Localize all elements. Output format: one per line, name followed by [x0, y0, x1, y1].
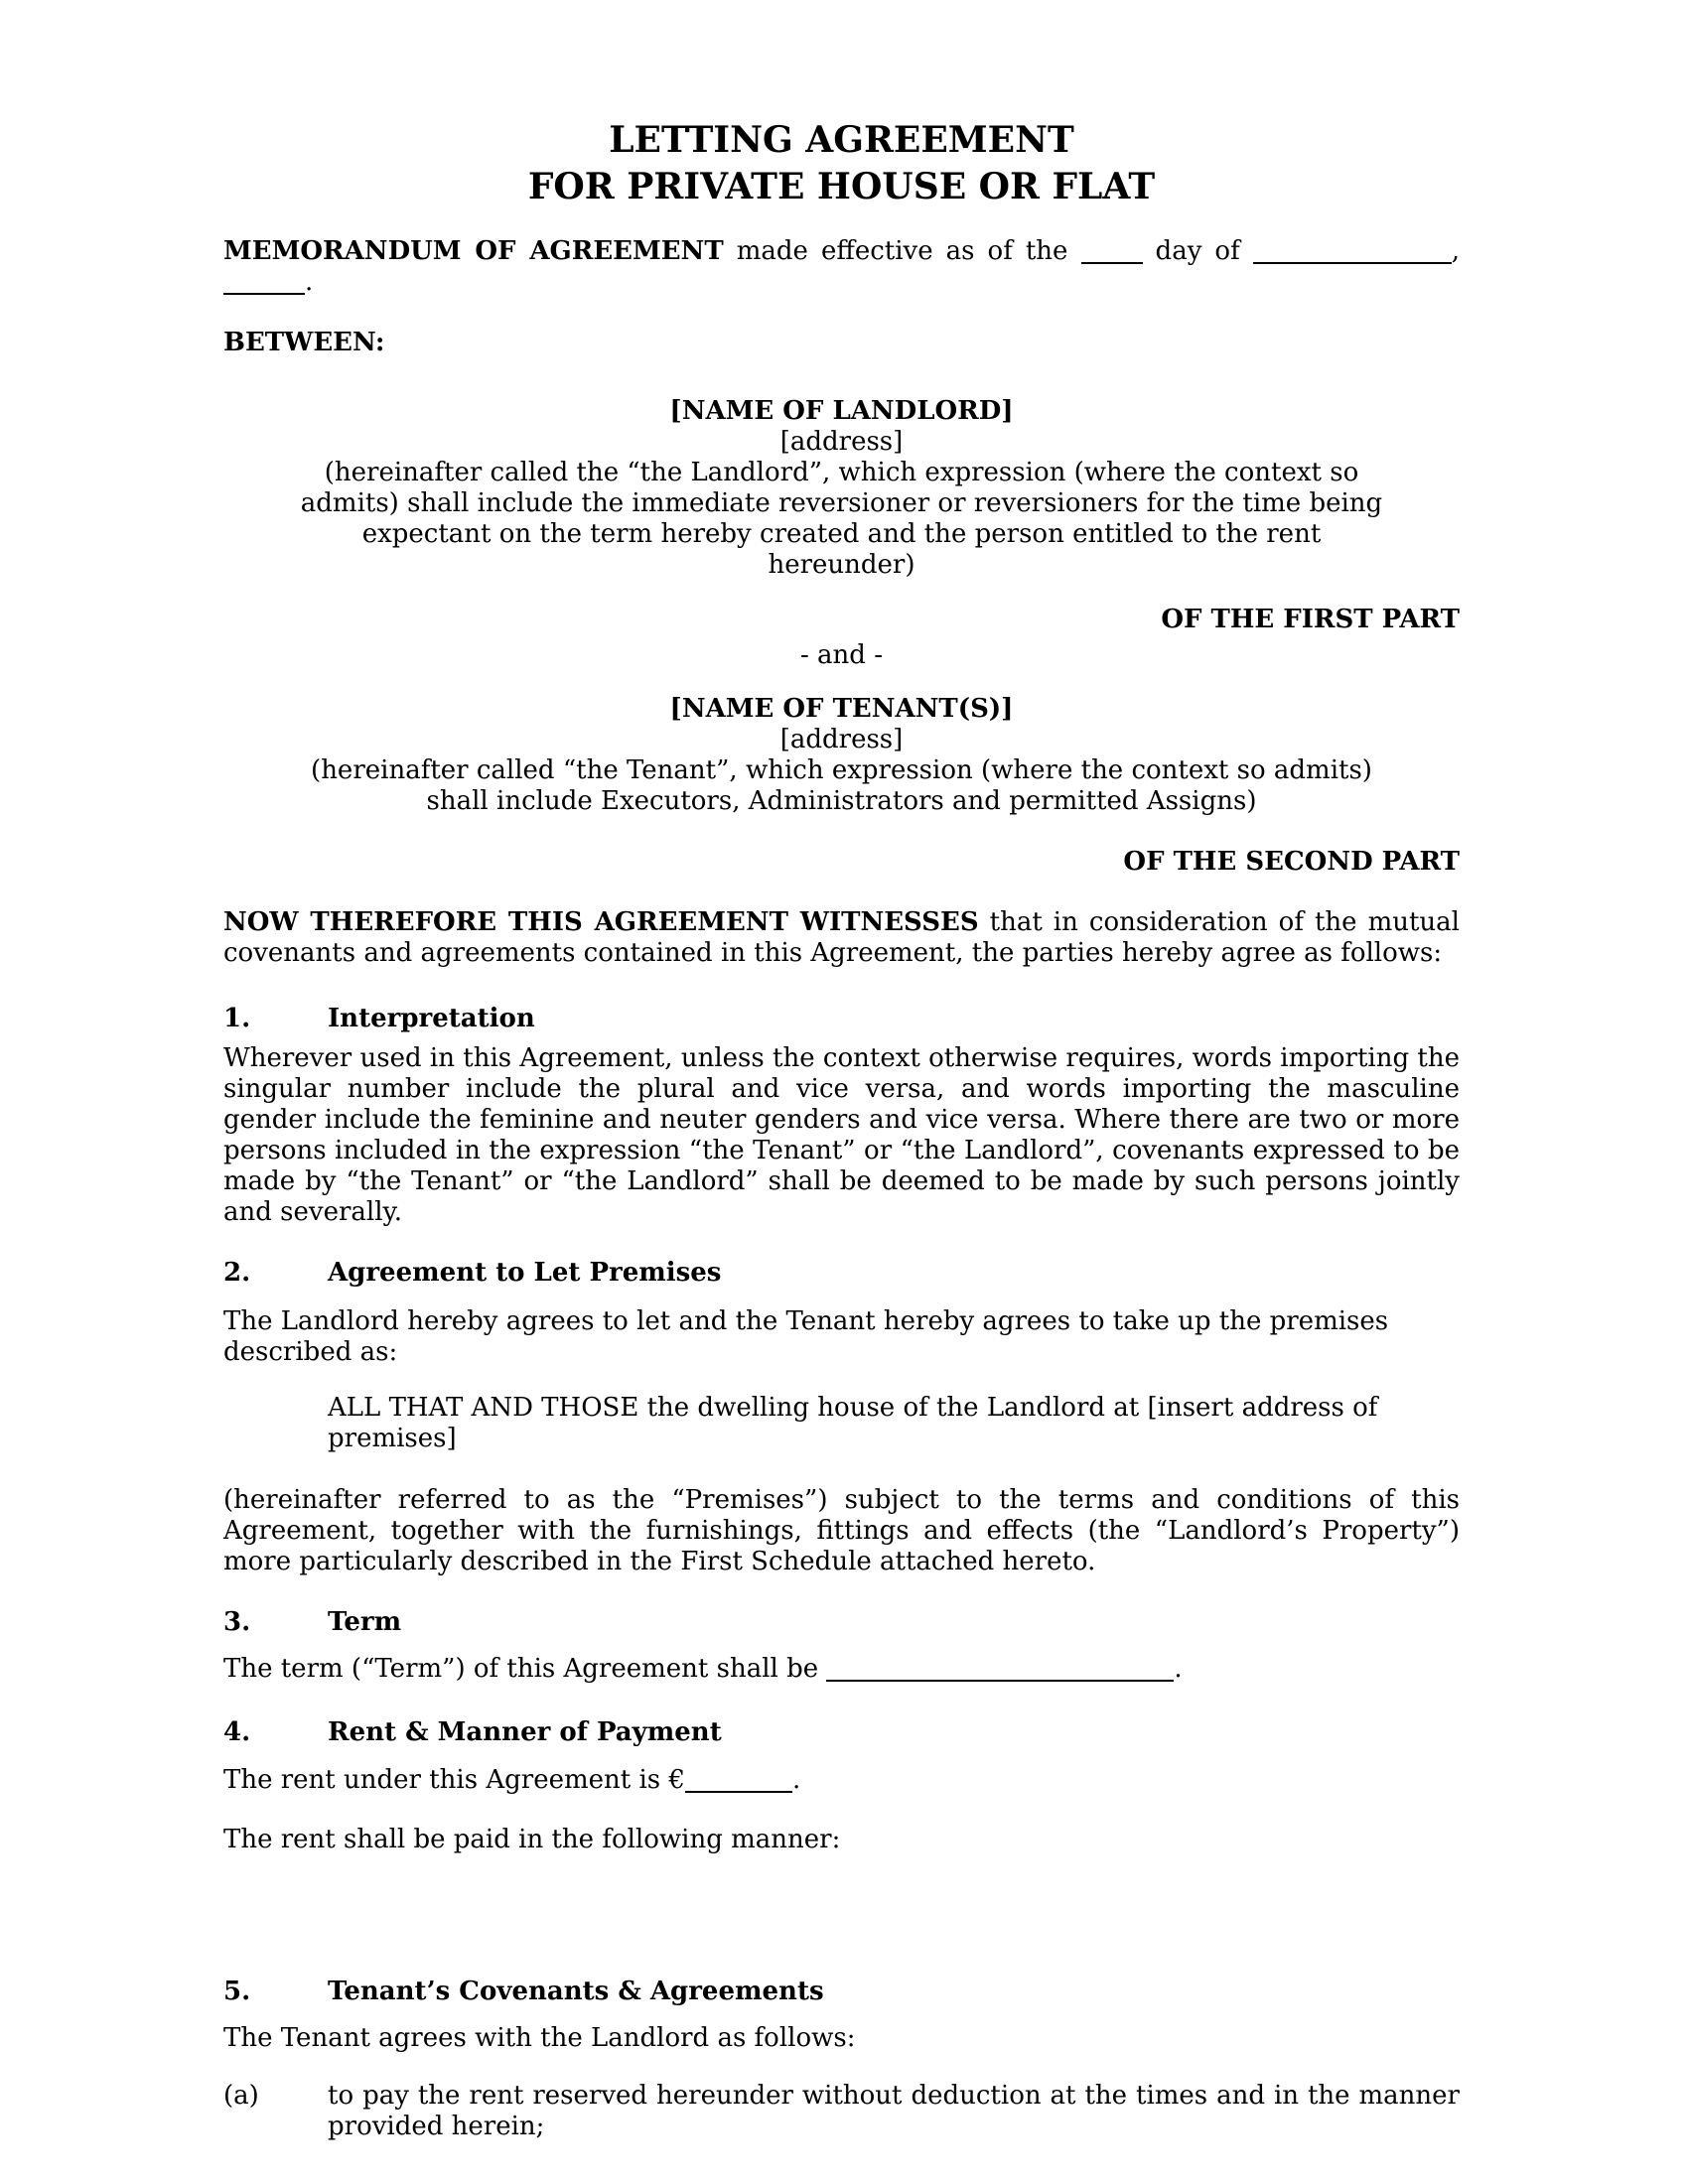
- section-2-heading: [223, 1258, 1460, 1289]
- tenant-name: [NAME OF TENANT(S)]: [669, 694, 1014, 724]
- section-1-body: Wherever used in this Agreement, unless the context otherwise requires, words importing the singular number include the plural and vice versa, and words importing the masculine gender include the feminine and neuter genders and vice versa. Where there are two or more persons included in the expression “the Tenant” or “the Landlord”, covenants expressed to be made by “the Tenant” or “the Landlord” shall be deemed to be made by such persons jointly and severally.: [223, 1043, 1460, 1227]
- section-5-heading: [223, 1977, 1460, 2007]
- clause-a-text: to pay the rent reserved hereunder without deduction at the times and in the manner provided herein;: [328, 2081, 1460, 2141]
- memorandum-comma: ,: [1451, 236, 1461, 266]
- section-3-title: Term: [328, 1607, 402, 1637]
- witness-clause-text: that in consideration of the mutual covenants and agreements contained in this Agreement, the parties hereby agree as follows:: [223, 907, 1460, 968]
- year-fill-in-blank: [223, 273, 305, 295]
- section-5-intro: The Tenant agrees with the Landlord as follows:: [223, 2023, 856, 2053]
- section-5-title: Tenant’s Covenants & Agreements: [328, 1977, 824, 2006]
- section-4-heading: [223, 1717, 1460, 1748]
- section-2-body: (hereinafter referred to as the “Premises”) subject to the terms and conditions of this Agreement, together with the furnishings, fittings and effects (the “Landlord’s Property”) more particularly described in the First Schedule attached hereto.: [223, 1485, 1460, 1576]
- landlord-description-line: hereunder): [768, 550, 915, 580]
- section-1-title: Interpretation: [328, 1004, 535, 1033]
- day-fill-in-blank: [1081, 242, 1143, 264]
- term-text: The term (“Term”) of this Agreement shall be: [223, 1654, 819, 1684]
- first-part-label: OF THE FIRST PART: [1161, 605, 1460, 634]
- section-4-number: 4.: [223, 1717, 251, 1747]
- section-4-rent-line: [223, 1765, 1460, 1796]
- section-4-manner-line: The rent shall be paid in the following manner:: [223, 1825, 841, 1854]
- section-3-body: [223, 1654, 1460, 1685]
- section-5-number: 5.: [223, 1977, 251, 2006]
- section-4-title: Rent & Manner of Payment: [328, 1717, 722, 1747]
- clause-a-marker: (a): [223, 2081, 259, 2111]
- section-2-title: Agreement to Let Premises: [328, 1258, 722, 1288]
- tenant-description-line: shall include Executors, Administrators and permitted Assigns): [426, 786, 1257, 816]
- landlord-name: [NAME OF LANDLORD]: [669, 396, 1014, 426]
- rent-period: .: [791, 1765, 801, 1795]
- witness-clause-lead: NOW THEREFORE THIS AGREEMENT WITNESSES: [223, 907, 979, 937]
- rent-text: The rent under this Agreement is €: [223, 1765, 685, 1795]
- witness-clause: [223, 907, 1460, 969]
- month-fill-in-blank: [1253, 242, 1452, 264]
- memorandum-lead: MEMORANDUM OF AGREEMENT: [223, 236, 724, 266]
- between-label: BETWEEN:: [223, 328, 385, 357]
- term-period: .: [1174, 1654, 1183, 1684]
- clause-a: [223, 2081, 1460, 2142]
- memorandum-day-of: day of: [1155, 236, 1240, 266]
- tenant-address: [address]: [779, 725, 904, 754]
- section-1-number: 1.: [223, 1004, 251, 1033]
- memorandum-text: made effective as of the: [736, 236, 1068, 266]
- tenant-description-line: (hereinafter called “the Tenant”, which expression (where the context so admits): [311, 755, 1372, 785]
- landlord-address: [address]: [779, 427, 904, 457]
- landlord-description-line: expectant on the term hereby created and the person entitled to the rent: [361, 519, 1322, 549]
- section-2-number: 2.: [223, 1258, 251, 1288]
- page-title-line1: LETTING AGREEMENT: [609, 119, 1074, 161]
- page-title: [223, 117, 1460, 210]
- memorandum-clause: [223, 236, 1460, 298]
- tenant-block: [223, 694, 1460, 817]
- second-part-label: OF THE SECOND PART: [1123, 847, 1460, 877]
- rent-fill-in-blank: [685, 1771, 792, 1793]
- memorandum-period: .: [305, 267, 314, 297]
- section-3-heading: [223, 1607, 1460, 1638]
- section-2-intro: The Landlord hereby agrees to let and the Tenant hereby agrees to take up the premises described as:: [223, 1306, 1389, 1367]
- page-title-line2: FOR PRIVATE HOUSE OR FLAT: [527, 166, 1156, 207]
- landlord-description-line: admits) shall include the immediate reversioner or reversioners for the time being: [300, 488, 1383, 518]
- landlord-description-line: (hereinafter called the “the Landlord”, which expression (where the context so: [324, 458, 1359, 487]
- and-separator: - and -: [800, 640, 883, 670]
- section-3-number: 3.: [223, 1607, 251, 1637]
- landlord-block: [223, 396, 1460, 581]
- section-2-indented-clause: ALL THAT AND THOSE the dwelling house of the Landlord at [insert address of premises]: [328, 1393, 1378, 1453]
- term-fill-in-blank: [826, 1660, 1174, 1682]
- section-1-heading: [223, 1004, 1460, 1034]
